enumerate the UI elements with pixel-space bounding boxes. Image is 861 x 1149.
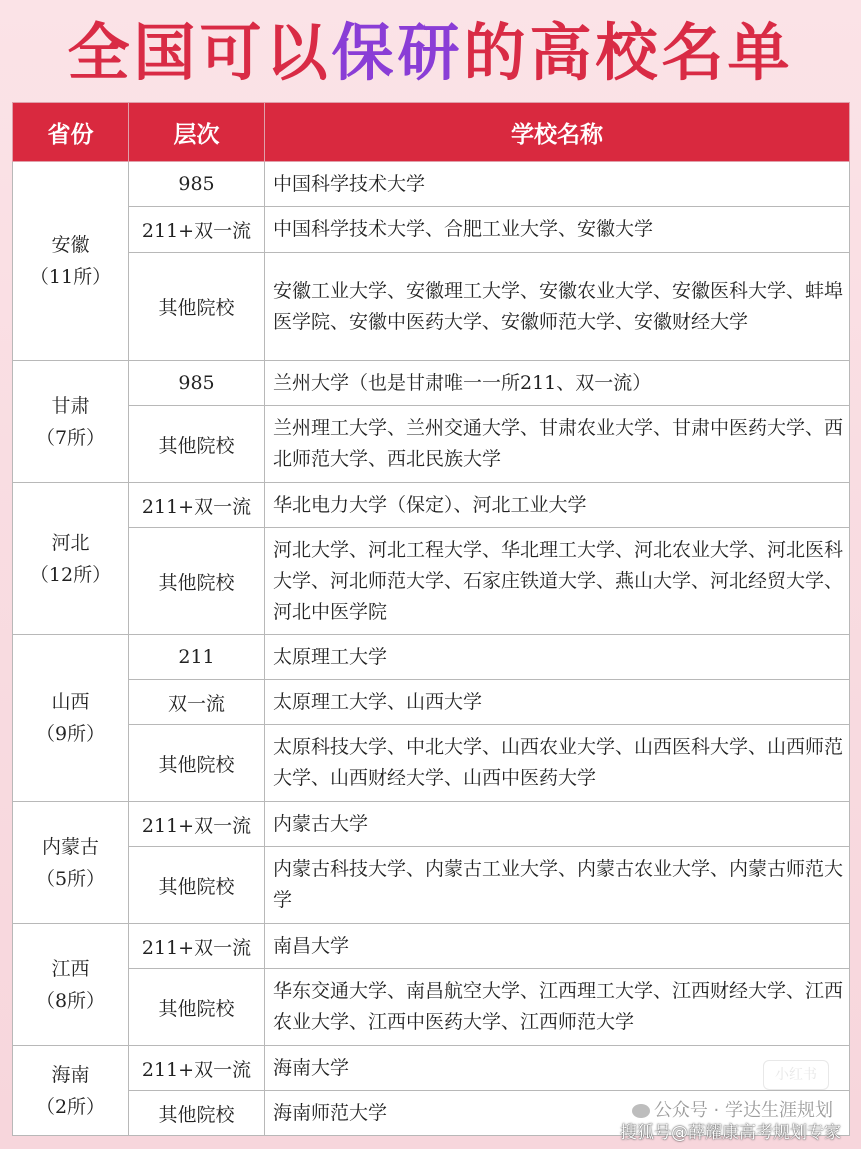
table-row: [13, 406, 850, 483]
sohu-watermark: 搜狐号@薛耀康高考规划专家: [620, 1123, 841, 1143]
page-title: [0, 8, 861, 98]
header-schools: 学校名称: [265, 103, 850, 162]
table-row: [13, 847, 850, 924]
schools-cell: 太原科技大学、中北大学、山西农业大学、山西医科大学、山西师范大学、山西财经大学、山西中医药大学: [265, 725, 850, 802]
header-level: 层次: [129, 103, 265, 162]
province-count: （5所）: [35, 867, 106, 890]
province-name: 甘肃: [51, 394, 90, 417]
level-cell: 211+双一流: [129, 1046, 265, 1091]
level-cell: 985: [129, 361, 265, 406]
province-cell: [13, 635, 129, 802]
province-name: 海南: [51, 1063, 90, 1086]
province-count: （12所）: [29, 563, 112, 586]
level-cell: 211+双一流: [129, 483, 265, 528]
province-cell: [13, 802, 129, 924]
level-cell: 其他院校: [129, 725, 265, 802]
level-cell: 211+双一流: [129, 802, 265, 847]
level-cell: 211: [129, 635, 265, 680]
province-cell: [13, 361, 129, 483]
table-row: [13, 162, 850, 207]
table-row: [13, 207, 850, 253]
schools-cell: 太原理工大学: [265, 635, 850, 680]
level-cell: 其他院校: [129, 847, 265, 924]
level-cell: 其他院校: [129, 253, 265, 361]
table-row: [13, 528, 850, 635]
table-row: [13, 635, 850, 680]
schools-cell: 中国科学技术大学: [265, 162, 850, 207]
title-highlight: 保研: [331, 16, 464, 89]
schools-cell: 中国科学技术大学、合肥工业大学、安徽大学: [265, 207, 850, 253]
schools-cell: 太原理工大学、山西大学: [265, 680, 850, 725]
level-cell: 其他院校: [129, 528, 265, 635]
table-row: [13, 361, 850, 406]
wechat-watermark-text: 公众号 · 学达生涯规划: [653, 1100, 833, 1121]
schools-cell: 南昌大学: [265, 924, 850, 969]
schools-cell: 海南师范大学: [265, 1091, 850, 1136]
schools-cell: 兰州大学（也是甘肃唯一一所211、双一流）: [265, 361, 850, 406]
table-row: [13, 924, 850, 969]
title-part2: 的高校名单: [463, 16, 794, 89]
province-name: 安徽: [51, 234, 90, 256]
province-name: 江西: [51, 957, 90, 980]
table-row: [13, 1046, 850, 1091]
schools-cell: 华东交通大学、南昌航空大学、江西理工大学、江西财经大学、江西农业大学、江西中医药大学、江西师范大学: [265, 969, 850, 1046]
province-name: 内蒙古: [41, 835, 99, 858]
schools-cell: 华北电力大学（保定）、河北工业大学: [265, 483, 850, 528]
xiaohongshu-logo: 小红书: [763, 1060, 829, 1090]
province-count: （2所）: [35, 1095, 106, 1118]
level-cell: 双一流: [129, 680, 265, 725]
university-table: [12, 102, 850, 1136]
province-name: 山西: [51, 691, 90, 713]
schools-cell: 海南大学: [265, 1046, 850, 1091]
table-row: [13, 969, 850, 1046]
level-cell: 985: [129, 162, 265, 207]
level-cell: 其他院校: [129, 1091, 265, 1136]
table-header-row: [13, 103, 850, 162]
schools-cell: 兰州理工大学、兰州交通大学、甘肃农业大学、甘肃中医药大学、西北师范大学、西北民族大学: [265, 406, 850, 483]
table-row: [13, 253, 850, 361]
province-count: （8所）: [35, 989, 106, 1012]
province-count: （9所）: [35, 723, 106, 745]
level-cell: 其他院校: [129, 406, 265, 483]
province-count: （7所）: [35, 426, 106, 449]
table-row: [13, 483, 850, 528]
table-row: [13, 725, 850, 802]
title-part1: 全国可以: [67, 16, 332, 89]
province-count: （11所）: [29, 266, 112, 288]
level-cell: 211+双一流: [129, 924, 265, 969]
province-name: 河北: [51, 531, 90, 554]
table-row: [13, 680, 850, 725]
level-cell: 其他院校: [129, 969, 265, 1046]
province-cell: [13, 1046, 129, 1136]
table-row: [13, 802, 850, 847]
header-province: 省份: [13, 103, 129, 162]
province-cell: [13, 483, 129, 635]
wechat-icon: [632, 1104, 650, 1118]
schools-cell: 河北大学、河北工程大学、华北理工大学、河北农业大学、河北医科大学、河北师范大学、石家庄铁道大学、燕山大学、河北经贸大学、河北中医学院: [265, 528, 850, 635]
schools-cell: 安徽工业大学、安徽理工大学、安徽农业大学、安徽医科大学、蚌埠医学院、安徽中医药大学、安徽师范大学、安徽财经大学: [265, 253, 850, 361]
level-cell: 211+双一流: [129, 207, 265, 253]
province-cell: [13, 162, 129, 361]
schools-cell: 内蒙古科技大学、内蒙古工业大学、内蒙古农业大学、内蒙古师范大学: [265, 847, 850, 924]
schools-cell: 内蒙古大学: [265, 802, 850, 847]
province-cell: [13, 924, 129, 1046]
